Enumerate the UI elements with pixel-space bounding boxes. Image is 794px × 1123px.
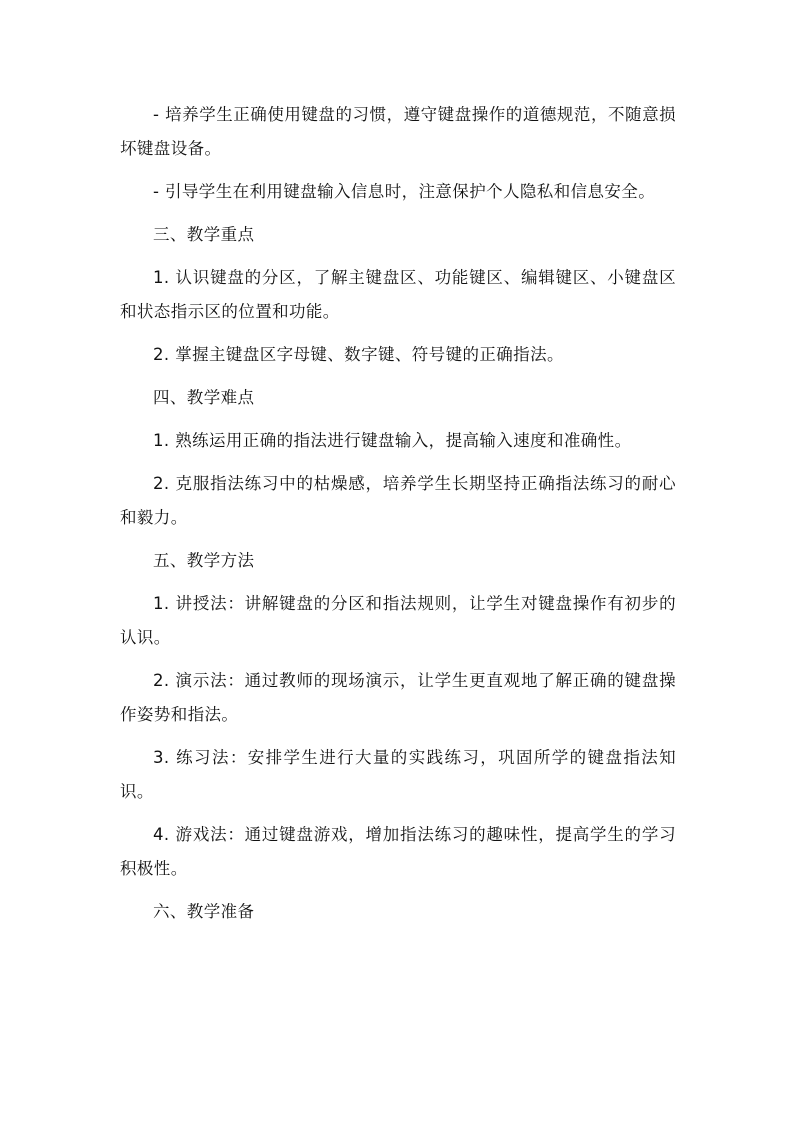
paragraph-method-3: 3. 练习法：安排学生进行大量的实践练习，巩固所学的键盘指法知识。 <box>120 748 676 801</box>
paragraph-focus-2: 2. 掌握主键盘区字母键、数字键、符号键的正确指法。 <box>153 345 564 364</box>
heading-teaching-focus: 三、教学重点 <box>153 225 255 244</box>
paragraph-focus-1: 1. 认识键盘的分区，了解主键盘区、功能键区、编辑键区、小键盘区和状态指示区的位置和功能。 <box>120 268 676 321</box>
paragraph-method-4: 4. 游戏法：通过键盘游戏，增加指法练习的趣味性，提高学生的学习积极性。 <box>120 825 676 878</box>
heading-teaching-difficulty: 四、教学难点 <box>153 388 255 407</box>
paragraph-method-2: 2. 演示法：通过教师的现场演示，让学生更直观地了解正确的键盘操作姿势和指法。 <box>120 671 676 724</box>
paragraph-keyboard-habits: - 培养学生正确使用键盘的习惯，遵守键盘操作的道德规范，不随意损坏键盘设备。 <box>120 105 676 158</box>
document-page <box>120 98 676 938</box>
heading-teaching-methods: 五、教学方法 <box>153 551 255 570</box>
paragraph-method-1: 1. 讲授法：讲解键盘的分区和指法规则，让学生对键盘操作有初步的认识。 <box>120 594 676 647</box>
paragraph-difficulty-2: 2. 克服指法练习中的枯燥感，培养学生长期坚持正确指法练习的耐心和毅力。 <box>120 474 676 527</box>
paragraph-difficulty-1: 1. 熟练运用正确的指法进行键盘输入，提高输入速度和准确性。 <box>153 431 632 450</box>
paragraph-privacy-guidance: - 引导学生在利用键盘输入信息时，注意保护个人隐私和信息安全。 <box>153 182 656 201</box>
heading-teaching-preparation: 六、教学准备 <box>153 902 255 921</box>
